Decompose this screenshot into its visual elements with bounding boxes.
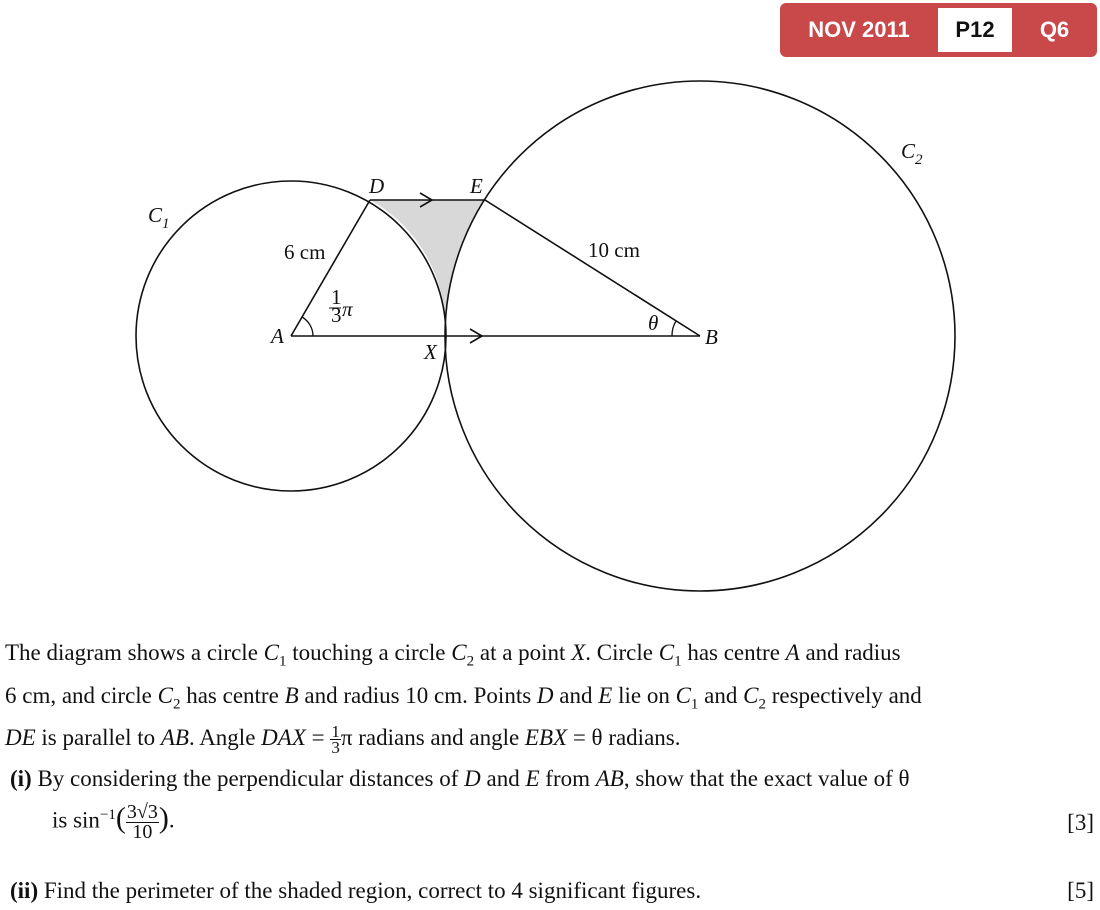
stem-line-1: The diagram shows a circle $C_1$ touching a circle $C_2$ at a point X. Circle $C_1$ has centre A and radius <box>5 640 901 670</box>
label-x: X <box>424 340 437 364</box>
exam-session: NOV 2011 <box>808 17 910 42</box>
label-e: E <box>470 174 483 198</box>
label-c1: $C_1$ <box>148 203 170 232</box>
fraction-3-root3-over-10: $\frac{3√3}{10}$ <box>126 800 158 843</box>
label-d: D <box>369 174 385 198</box>
part-i-marks: [3] <box>1067 810 1094 835</box>
part-i-number: (i) <box>10 766 32 791</box>
part-ii-marks: [5] <box>1067 878 1094 903</box>
stem-line-3: DE is parallel to AB. Angle DAX = $\frac{1}{3}$ π radians and angle EBX = θ radians. <box>5 722 681 758</box>
question-part-i: (i) By considering the perpendicular distances of D and E from AB, show that the exact value of θ is $\sin^{-1}$( $\frac{3√3}{10}$ ). [3] <box>10 766 1094 843</box>
part-ii-number: (ii) <box>10 878 39 903</box>
question-stem <box>5 636 1097 758</box>
question-part-ii: (ii) Find the perimeter of the shaded region, correct to 4 significant figures. [5] <box>10 874 1098 907</box>
label-radius-6: 6 cm <box>284 240 326 264</box>
line-eb <box>485 200 700 336</box>
angle-a-numerator: 1 <box>331 285 342 309</box>
label-theta: θ <box>648 311 659 335</box>
angle-arc-a <box>302 317 313 336</box>
question-number: Q6 <box>1039 17 1070 42</box>
fraction-one-third: $\frac{1}{3}$ <box>331 722 340 758</box>
shaded-region <box>370 200 485 336</box>
label-a: A <box>271 324 284 348</box>
stem-line-2: 6 cm, and circle $C_2$ has centre B and radius 10 cm. Points D and E lie on $C_1$ and $C_2$ respectively and <box>5 682 922 713</box>
label-radius-10: 10 cm <box>588 238 640 262</box>
label-c2: $C_2$ <box>901 139 923 168</box>
angle-arc-b <box>672 321 676 336</box>
label-b: B <box>705 325 718 349</box>
angle-a-pi: π <box>342 297 353 321</box>
paper-code: P12 <box>938 8 1012 52</box>
angle-a-denominator: 3 <box>331 303 342 327</box>
